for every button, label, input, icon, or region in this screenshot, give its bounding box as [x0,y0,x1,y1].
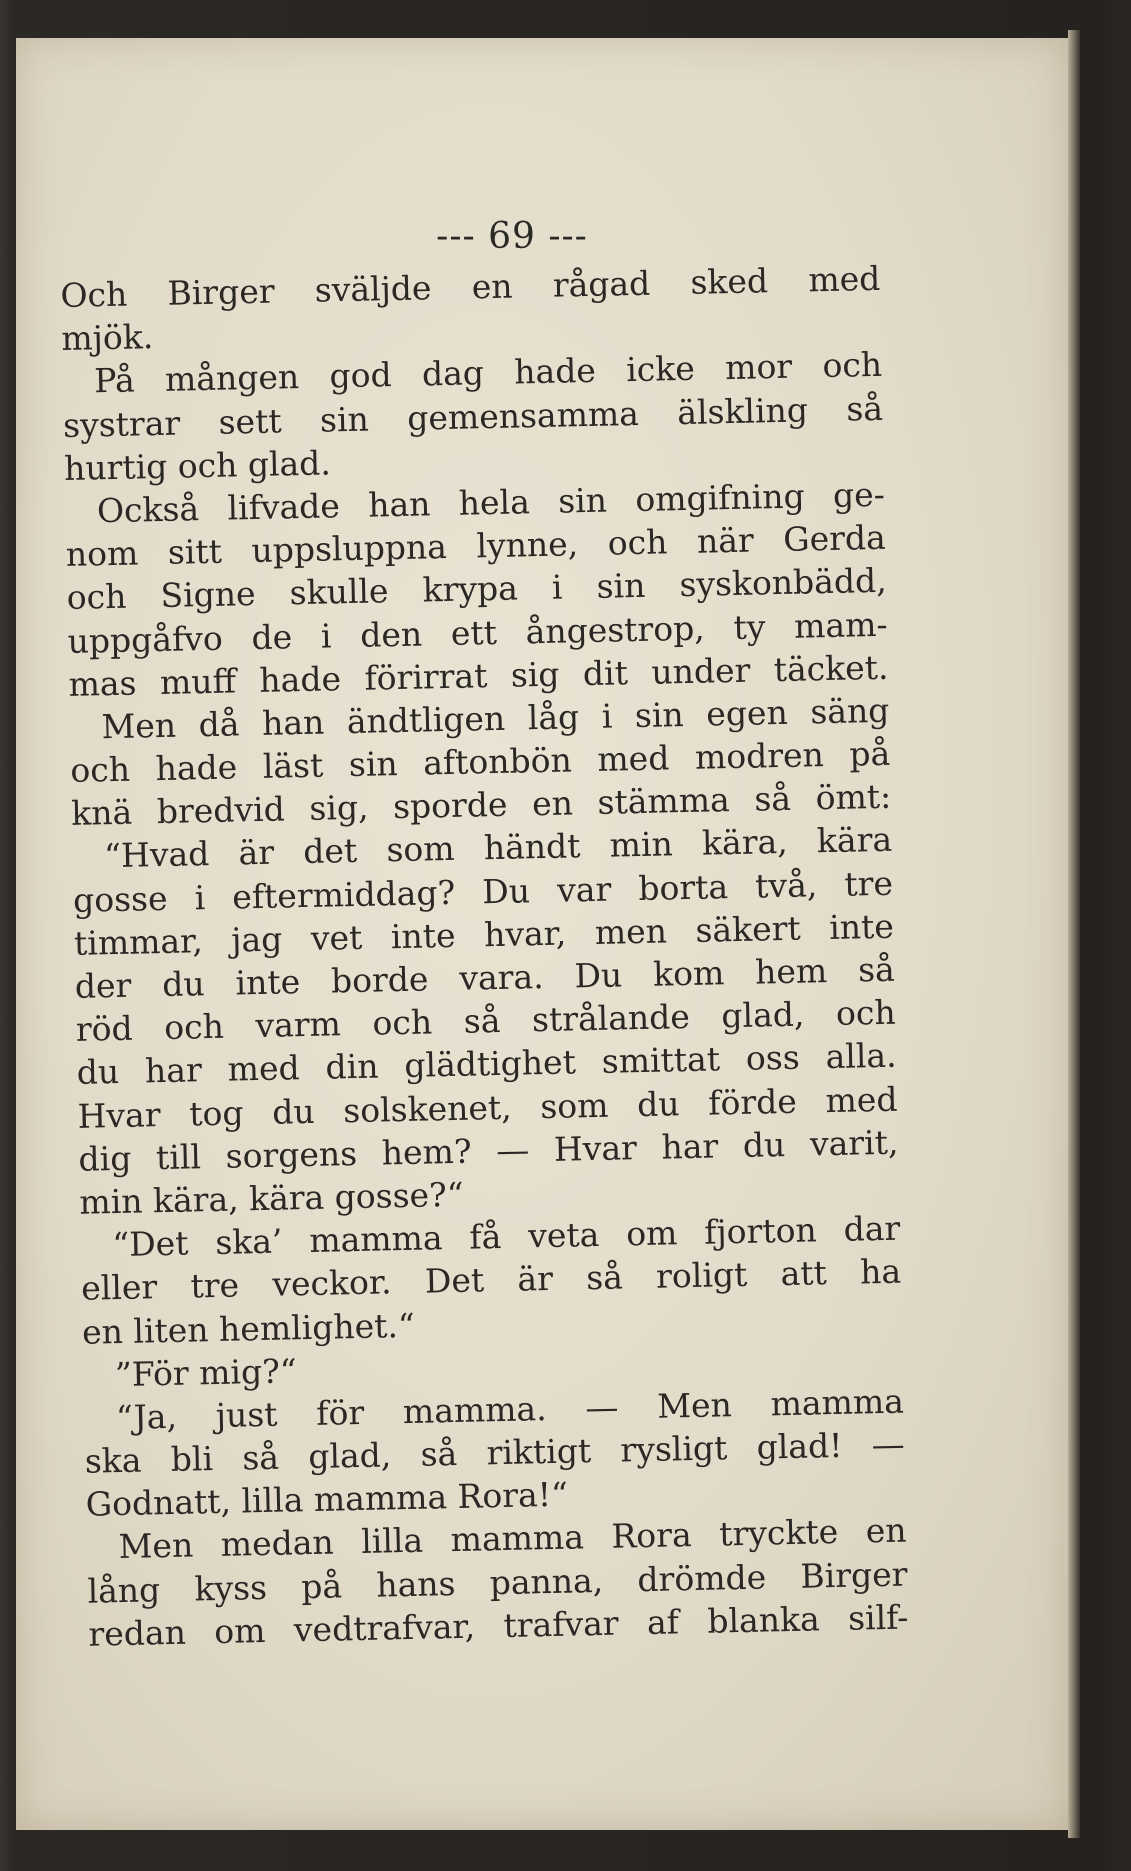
text-line: ”För mig?“ [114,1350,298,1394]
text-line: Hvar tog du solskenet, som du förde med [77,1079,898,1136]
text-line: knä bredvid sig, sporde en stämma så ömt: [70,776,892,834]
text-line: Också lifvade han hela sin omgifning ge- [96,474,886,531]
text-line: systrar sett sin gemensamma älskling så [62,388,884,445]
text-line: och Signe skulle krypa i sin syskonbädd, [66,561,888,618]
page-number: --- 69 --- [436,216,588,257]
text-line: “Det ska’ mamma få veta om fjorton dar [111,1208,901,1265]
text-line: På mången god dag hade icke mor och [93,345,883,401]
text-line: timmar, jag vet inte hvar, men säkert inte [73,906,895,963]
text-line: min kära, kära gosse?“ [79,1174,465,1222]
text-line: “Hvad är det som händt min kära, kära [103,820,893,876]
text-line: och hade läst sin aftonbön med modren på [69,733,891,790]
text-line: ska bli så glad, så riktigt rysligt glad! — [84,1424,906,1481]
text-line: Men då han ändtligen låg i sin egen säng [101,690,890,747]
text-line: “Ja, just för mamma. — Men mamma [115,1381,905,1437]
text-line: Och Birger svälјde en rågad sked med [60,258,881,315]
text-line: redan om vedtrafvar, trafvar af blanka silf- [88,1597,909,1654]
text-line: du har med din glädtighet smittat oss alla. [76,1036,897,1093]
text-line: mas muff hade förirrat sig dit under täcket. [68,647,889,704]
paper-page [16,38,1068,1830]
text-line: röd och varm och så strålande glad, och [75,992,897,1050]
text-line: en liten hemlighet.“ [81,1305,416,1352]
text-line: gosse i eftermiddag? Du var borta två, tre [72,863,894,920]
body-text [60,257,909,1656]
text-line: nom sitt uppsluppna lynne, och när Gerda [65,517,887,575]
text-line: Godnatt, lilla mamma Rora!“ [85,1474,569,1524]
text-line: hurtig och glad. [63,443,332,488]
text-line: eller tre veckor. Det är så roligt att ha [80,1251,902,1309]
text-line: mjök. [60,317,154,359]
page-edge [1068,30,1080,1838]
text-line: lång kyss på hans panna, drömde Birger [87,1554,908,1611]
text-line: dig till sorgens hem? — Hvar har du varit, [78,1122,899,1179]
text-line: uppgåfvo de i den ett ångestrop, ty mam- [67,604,888,661]
text-line: Men medan lilla mamma Rora tryckte en [118,1510,907,1567]
text-line: der du inte borde vara. Du kom hem så [74,949,896,1006]
